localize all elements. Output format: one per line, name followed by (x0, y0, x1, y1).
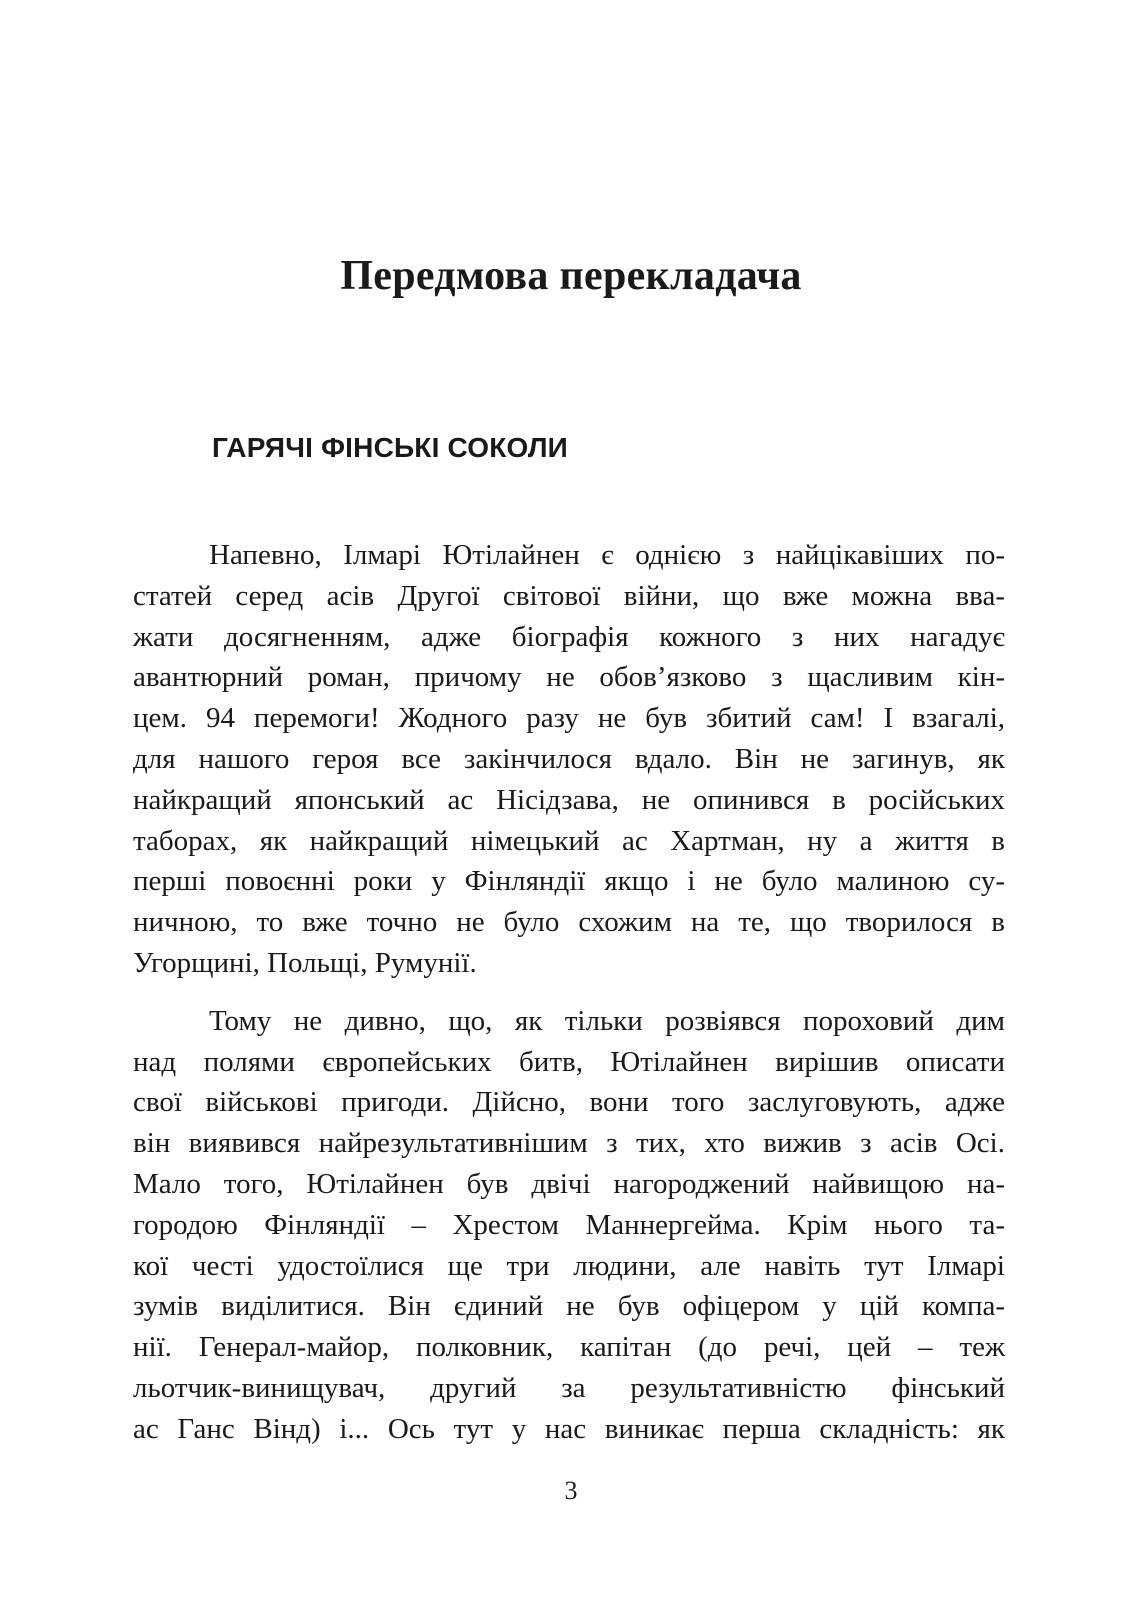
text-line: нії. Генерал-майор, полковник, капітан (до речі, цей – теж (133, 1331, 1005, 1364)
text-line: ас Ганс Вінд) і... Ось тут у нас виникає перша складність: як (133, 1412, 1005, 1445)
section-title: ГАРЯЧІ ФІНСЬКІ СОКОЛИ (212, 432, 569, 463)
text-line: для нашого героя все закінчилося вдало. Він не загинув, як (133, 742, 1005, 775)
text-line: перші повоєнні роки у Фінляндії якщо і не було малиною су- (133, 865, 1005, 898)
text-line: над полями європейських битв, Ютілайнен вирішив описати (133, 1045, 1005, 1078)
text-line: льотчик-винищувач, другий за результативністю фінський (133, 1371, 1005, 1404)
text-line: статей серед асів Другої світової війни, що вже можна вва- (133, 579, 1005, 612)
text-line: цем. 94 перемоги! Жодного разу не був збитий сам! І взагалі, (133, 702, 1005, 735)
body-text (133, 535, 1005, 1450)
chapter-title: Передмова перекладача (340, 253, 802, 299)
page-number: 3 (564, 1476, 578, 1505)
text-line: свої військові пригоди. Дійсно, вони того заслуговують, адже (133, 1086, 1005, 1119)
text-line: зумів виділитися. Він єдиний не був офіцером у цій компа- (133, 1290, 1005, 1323)
text-line: Тому не дивно, що, як тільки розвіявся пороховий дим (209, 1004, 1005, 1037)
text-line: городою Фінляндії – Хрестом Маннергейма. Крім нього та- (133, 1208, 1005, 1241)
text-line: Угорщині, Польщі, Румунії. (133, 946, 477, 979)
text-line: найкращий японський ас Нісідзава, не опинився в російських (133, 783, 1005, 816)
text-line: таборах, як найкращий німецький ас Хартман, ну а життя в (133, 824, 1005, 857)
text-line: Напевно, Ілмарі Ютілайнен є однією з найцікавіших по- (209, 539, 1005, 571)
text-line: кої честі удостоїлися ще три людини, але навіть тут Ілмарі (133, 1249, 1005, 1282)
text-line: він виявився найрезультативнішим з тих, хто вижив з асів Осі. (133, 1127, 1005, 1160)
text-line: ничною, то вже точно не було схожим на те, що творилося в (133, 906, 1005, 939)
paragraph-2 (133, 1001, 1005, 1450)
paragraph-1 (133, 535, 1005, 984)
text-line: Мало того, Ютілайнен був двічі нагороджений найвищою на- (133, 1167, 1005, 1200)
text-line: жати досягненням, адже біографія кожного з них нагадує (133, 620, 1005, 653)
text-line: авантюрний роман, причому не обов’язково з щасливим кін- (133, 661, 1005, 694)
